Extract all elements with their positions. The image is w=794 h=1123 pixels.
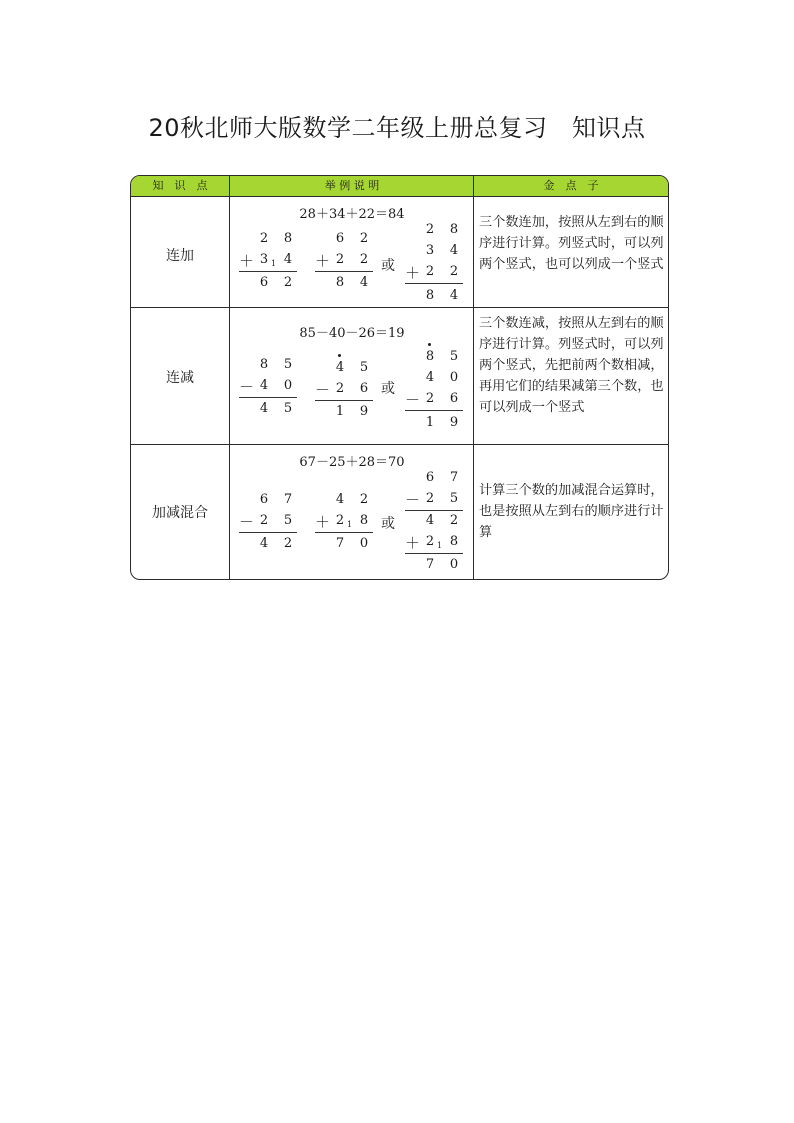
or-label: 或 (381, 516, 395, 532)
header-topic: 知 识 点 (152, 179, 208, 192)
tip-text: 三个数连减，按照从左到右的顺序进行计算。列竖式时，可以列两个竖式，先把前两个数相减，再用它们的结果减第三个数，也可以列成一个竖式 (479, 316, 664, 415)
or-label: 或 (381, 258, 395, 274)
topic-continuous-subtraction: 连减 (166, 370, 194, 386)
knowledge-table: 知 识 点 举 例 说 明 金 点 子 连加 28＋34＋22＝84 三个数连加，按照从左到右的顺序进行计算。列竖式时，可以列两个竖式，也可以列成一个竖式 连减 85－40－26＝19 三个数连减，按照从左到右的顺序进行计算。列竖式时，可以列两个竖式，先把前两个数相减，再用它们的结果减第三个数，也可以列成一个竖式 加减混合 67－25＋28＝70 计算三个数的加减混合运算时，也是按照从左到右的顺序进行计算 2 8 ＋ 3 1 4 6 2 6 2 ＋ 2 2 8 4 或 2 8 3 4 ＋ 2 2 8 4 8 5 － 4 0 4 5 4 5 － 2 6 1 9 或 8 5 4 0 － 2 6 1 9 6 7 － 2 5 4 2 4 2 ＋ 2 1 8 7 0 或 6 7 － 2 5 4 2 ＋ 2 1 8 7 0 (130, 175, 669, 580)
example-equation: 85－40－26＝19 (299, 326, 405, 341)
column-divider (229, 176, 230, 579)
example-equation: 28＋34＋22＝84 (299, 207, 405, 222)
borrow-dot (428, 343, 431, 346)
table-header (131, 176, 668, 197)
or-label: 或 (381, 381, 395, 397)
row-divider (131, 307, 668, 308)
topic-continuous-addition: 连加 (166, 248, 194, 264)
page-title: 20秋北师大版数学二年级上册总复习 知识点 (148, 114, 646, 142)
example-equation: 67－25＋28＝70 (299, 455, 405, 470)
column-divider (473, 176, 474, 579)
tip-text: 计算三个数的加减混合运算时，也是按照从左到右的顺序进行计算 (479, 483, 664, 540)
row-divider (131, 444, 668, 445)
header-example: 举 例 说 明 (324, 179, 380, 192)
topic-mixed-operation: 加减混合 (152, 505, 208, 521)
tip-text: 三个数连加，按照从左到右的顺序进行计算。列竖式时，可以列两个竖式，也可以列成一个竖式 (479, 215, 664, 272)
header-tips: 金 点 子 (543, 179, 599, 192)
borrow-dot (338, 354, 341, 357)
